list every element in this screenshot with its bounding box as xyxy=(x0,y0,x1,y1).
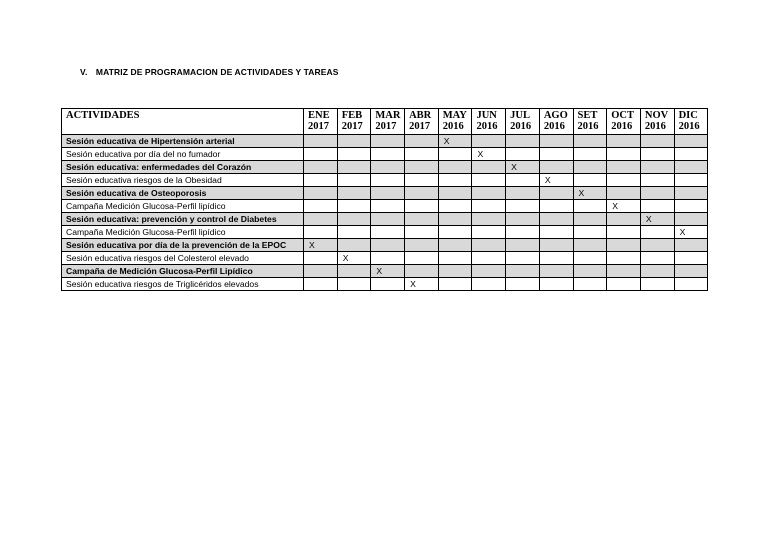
schedule-cell xyxy=(304,161,338,174)
schedule-cell xyxy=(405,148,439,161)
activity-cell: Campaña de Medición Glucosa-Perfil Lipídico xyxy=(62,265,304,278)
schedule-cell xyxy=(539,213,573,226)
schedule-cell xyxy=(539,148,573,161)
schedule-cell xyxy=(573,239,607,252)
schedule-cell xyxy=(539,135,573,148)
schedule-cell xyxy=(472,252,506,265)
schedule-cell xyxy=(371,278,405,291)
schedule-cell xyxy=(337,148,371,161)
schedule-cell xyxy=(640,174,674,187)
schedule-cell xyxy=(472,226,506,239)
table-row xyxy=(62,278,708,291)
table-row xyxy=(62,226,708,239)
schedule-cell: X xyxy=(539,174,573,187)
schedule-cell xyxy=(539,226,573,239)
schedule-cell: X xyxy=(337,252,371,265)
year-label: 2016 xyxy=(678,121,700,132)
schedule-cell xyxy=(674,174,708,187)
schedule-cell xyxy=(472,174,506,187)
schedule-cell xyxy=(472,213,506,226)
schedule-cell xyxy=(573,161,607,174)
schedule-cell: X xyxy=(304,239,338,252)
year-label: 2016 xyxy=(611,121,633,132)
schedule-cell: X xyxy=(472,148,506,161)
year-label: 2016 xyxy=(543,121,565,132)
year-label: 2017 xyxy=(375,121,397,132)
schedule-cell: X xyxy=(405,278,439,291)
schedule-cell xyxy=(337,213,371,226)
month-column-header xyxy=(674,109,708,135)
table-row xyxy=(62,252,708,265)
schedule-cell xyxy=(640,148,674,161)
schedule-cell: X xyxy=(640,213,674,226)
year-label: 2016 xyxy=(644,121,666,132)
table-row xyxy=(62,200,708,213)
schedule-cell xyxy=(674,213,708,226)
schedule-cell xyxy=(640,278,674,291)
month-label: NOV xyxy=(644,110,669,121)
schedule-cell xyxy=(304,278,338,291)
schedule-cell xyxy=(674,278,708,291)
schedule-cell xyxy=(640,200,674,213)
schedule-cell xyxy=(405,265,439,278)
schedule-cell xyxy=(405,252,439,265)
schedule-cell xyxy=(674,161,708,174)
month-label: ENE xyxy=(308,110,330,121)
schedule-cell xyxy=(539,278,573,291)
month-label: MAR xyxy=(375,110,401,121)
month-label: JUN xyxy=(476,110,497,121)
schedule-cell xyxy=(640,252,674,265)
schedule-cell xyxy=(573,265,607,278)
schedule-cell xyxy=(573,252,607,265)
schedule-cell xyxy=(438,174,472,187)
schedule-cell xyxy=(472,265,506,278)
schedule-cell xyxy=(371,239,405,252)
schedule-cell xyxy=(472,135,506,148)
schedule-cell xyxy=(304,213,338,226)
table-row xyxy=(62,161,708,174)
schedule-cell xyxy=(539,161,573,174)
schedule-cell xyxy=(573,278,607,291)
activity-cell: Sesión educativa riesgos del Colesterol elevado xyxy=(62,252,304,265)
schedule-cell xyxy=(304,174,338,187)
month-label: FEB xyxy=(341,110,363,121)
activity-cell: Campaña Medición Glucosa-Perfil lipídico xyxy=(62,226,304,239)
month-column-header xyxy=(304,109,338,135)
month-column-header xyxy=(438,109,472,135)
schedule-cell xyxy=(472,239,506,252)
schedule-cell xyxy=(304,148,338,161)
schedule-cell xyxy=(337,278,371,291)
activity-cell: Sesión educativa por día del no fumador xyxy=(62,148,304,161)
schedule-cell xyxy=(607,174,641,187)
month-label: SET xyxy=(577,110,598,121)
schedule-cell xyxy=(640,135,674,148)
schedule-cell xyxy=(640,187,674,200)
schedule-cell xyxy=(405,239,439,252)
schedule-cell xyxy=(506,239,540,252)
month-column-header xyxy=(573,109,607,135)
schedule-cell xyxy=(371,187,405,200)
schedule-cell xyxy=(539,187,573,200)
schedule-cell xyxy=(506,278,540,291)
month-column-header xyxy=(337,109,371,135)
schedule-cell xyxy=(405,174,439,187)
table-row xyxy=(62,187,708,200)
month-column-header xyxy=(506,109,540,135)
year-label: 2016 xyxy=(476,121,498,132)
schedule-cell xyxy=(438,278,472,291)
year-label: 2017 xyxy=(409,121,431,132)
schedule-cell: X xyxy=(607,200,641,213)
schedule-cell xyxy=(674,135,708,148)
header-row xyxy=(62,109,708,135)
schedule-cell: X xyxy=(573,187,607,200)
schedule-cell xyxy=(438,252,472,265)
schedule-cell xyxy=(371,252,405,265)
schedule-cell xyxy=(573,135,607,148)
schedule-cell xyxy=(506,265,540,278)
month-label: JUL xyxy=(510,110,530,121)
year-label: 2017 xyxy=(341,121,363,132)
schedule-cell xyxy=(506,148,540,161)
schedule-cell xyxy=(573,226,607,239)
schedule-cell xyxy=(304,252,338,265)
schedule-cell: X xyxy=(371,265,405,278)
schedule-cell xyxy=(405,200,439,213)
activity-cell: Sesión educativa de Hipertensión arterial xyxy=(62,135,304,148)
schedule-cell xyxy=(371,213,405,226)
activity-matrix-table xyxy=(61,108,708,291)
schedule-cell xyxy=(640,239,674,252)
activity-cell: Sesión educativa: prevención y control de Diabetes xyxy=(62,213,304,226)
month-label: DIC xyxy=(678,110,698,121)
month-column-header xyxy=(539,109,573,135)
schedule-cell xyxy=(371,161,405,174)
schedule-cell xyxy=(607,252,641,265)
schedule-cell xyxy=(405,187,439,200)
schedule-cell xyxy=(304,135,338,148)
schedule-cell xyxy=(506,213,540,226)
schedule-cell xyxy=(607,226,641,239)
month-column-header xyxy=(640,109,674,135)
schedule-cell xyxy=(438,265,472,278)
table-row xyxy=(62,239,708,252)
schedule-cell xyxy=(405,213,439,226)
schedule-cell xyxy=(304,200,338,213)
schedule-cell: X xyxy=(506,161,540,174)
schedule-cell xyxy=(337,187,371,200)
section-title: MATRIZ DE PROGRAMACION DE ACTIVIDADES Y TAREAS xyxy=(95,67,339,77)
schedule-cell xyxy=(438,200,472,213)
schedule-cell xyxy=(573,174,607,187)
year-label: 2017 xyxy=(308,121,329,132)
schedule-cell xyxy=(438,213,472,226)
year-label: 2016 xyxy=(510,121,532,132)
activity-cell: Sesión educativa: enfermedades del Corazón xyxy=(62,161,304,174)
schedule-cell xyxy=(640,226,674,239)
schedule-cell xyxy=(539,252,573,265)
schedule-cell xyxy=(304,265,338,278)
schedule-cell xyxy=(337,226,371,239)
schedule-cell xyxy=(607,161,641,174)
month-label: AGO xyxy=(543,110,568,121)
month-column-header xyxy=(371,109,405,135)
schedule-cell xyxy=(573,200,607,213)
schedule-cell xyxy=(438,239,472,252)
schedule-cell xyxy=(674,252,708,265)
schedule-cell xyxy=(337,265,371,278)
activity-cell: Sesión educativa riesgos de Triglicéridos elevados xyxy=(62,278,304,291)
schedule-cell xyxy=(607,265,641,278)
schedule-cell xyxy=(539,265,573,278)
schedule-cell xyxy=(438,161,472,174)
schedule-cell xyxy=(674,187,708,200)
schedule-cell xyxy=(607,278,641,291)
table-row xyxy=(62,135,708,148)
month-column-header xyxy=(607,109,641,135)
schedule-cell xyxy=(607,187,641,200)
month-column-header xyxy=(405,109,439,135)
schedule-cell xyxy=(640,161,674,174)
section-heading xyxy=(80,67,339,77)
schedule-cell xyxy=(438,187,472,200)
schedule-cell xyxy=(438,226,472,239)
activities-column-header: ACTIVIDADES xyxy=(62,109,304,135)
schedule-cell xyxy=(506,174,540,187)
schedule-cell xyxy=(337,239,371,252)
schedule-cell xyxy=(506,200,540,213)
activity-cell: Campaña Medición Glucosa-Perfil lipídico xyxy=(62,200,304,213)
table-row xyxy=(62,174,708,187)
activity-cell: Sesión educativa por día de la prevención de la EPOC xyxy=(62,239,304,252)
table-row xyxy=(62,213,708,226)
schedule-cell xyxy=(337,174,371,187)
schedule-cell xyxy=(607,239,641,252)
schedule-cell xyxy=(506,187,540,200)
schedule-cell xyxy=(405,161,439,174)
schedule-cell xyxy=(337,200,371,213)
schedule-cell xyxy=(607,213,641,226)
activity-cell: Sesión educativa de Osteoporosis xyxy=(62,187,304,200)
schedule-cell: X xyxy=(438,135,472,148)
schedule-cell xyxy=(506,252,540,265)
schedule-cell xyxy=(674,148,708,161)
schedule-cell xyxy=(472,200,506,213)
schedule-cell xyxy=(371,148,405,161)
schedule-cell xyxy=(539,200,573,213)
schedule-cell xyxy=(472,161,506,174)
schedule-cell xyxy=(573,213,607,226)
schedule-cell xyxy=(371,135,405,148)
month-label: OCT xyxy=(611,110,634,121)
schedule-cell xyxy=(573,148,607,161)
year-label: 2016 xyxy=(577,121,599,132)
schedule-cell xyxy=(472,187,506,200)
schedule-cell xyxy=(337,161,371,174)
schedule-cell xyxy=(607,135,641,148)
schedule-cell xyxy=(438,148,472,161)
schedule-cell xyxy=(539,239,573,252)
schedule-cell xyxy=(371,174,405,187)
schedule-cell xyxy=(405,135,439,148)
schedule-cell xyxy=(337,135,371,148)
year-label: 2016 xyxy=(442,121,464,132)
schedule-cell xyxy=(472,278,506,291)
schedule-cell xyxy=(674,200,708,213)
schedule-cell xyxy=(506,226,540,239)
table-row xyxy=(62,148,708,161)
section-number: V. xyxy=(80,67,88,77)
schedule-cell xyxy=(405,226,439,239)
schedule-cell xyxy=(674,265,708,278)
schedule-cell xyxy=(371,226,405,239)
schedule-cell xyxy=(371,200,405,213)
table-body xyxy=(62,135,708,291)
schedule-cell xyxy=(607,148,641,161)
schedule-cell xyxy=(506,135,540,148)
table-row xyxy=(62,265,708,278)
schedule-cell: X xyxy=(674,226,708,239)
schedule-cell xyxy=(304,187,338,200)
schedule-cell xyxy=(304,226,338,239)
month-label: ABR xyxy=(409,110,432,121)
schedule-cell xyxy=(640,265,674,278)
activity-cell: Sesión educativa riesgos de la Obesidad xyxy=(62,174,304,187)
schedule-cell xyxy=(674,239,708,252)
month-label: MAY xyxy=(442,110,467,121)
month-column-header xyxy=(472,109,506,135)
